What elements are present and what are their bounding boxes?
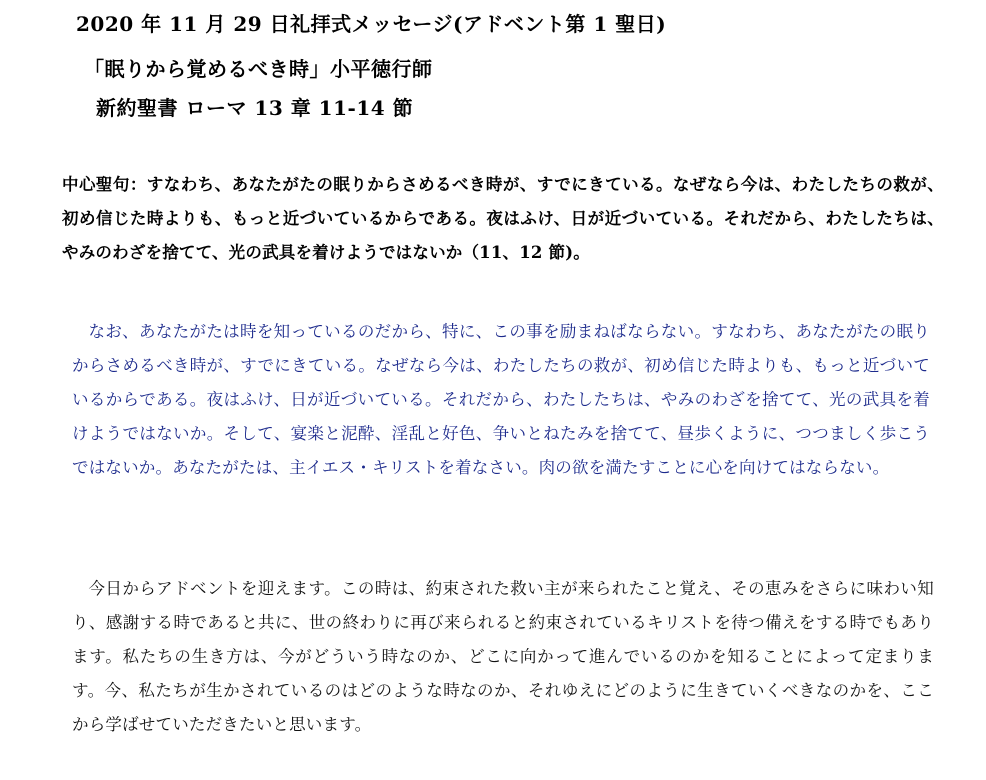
sermon-title: 「眠りから覚めるべき時」小平徳行師 (84, 57, 433, 81)
service-date-title: 2020 年 11 月 29 日礼拝式メッセージ(アドベント第 1 聖日) (76, 12, 667, 36)
key-verse-paragraph: 中心聖句：すなわち、あなたがたの眠りからさめるべき時が、すでにきている。なぜなら今は、わたしたちの救が、初め信じた時よりも、もっと近づいているからである。夜はふけ、日が近づいている。それだから、わたしたちは、やみのわざを捨てて、光の武具を着けようではないか（11、12 節)。 (62, 175, 944, 262)
scripture-reference: 新約聖書 ローマ 13 章 11-14 節 (96, 96, 414, 120)
scripture-passage: なお、あなたがたは時を知っているのだから、特に、この事を励まねばならない。すなわち、あなたがたの眠りからさめるべき時が、すでにきている。なぜなら今は、わたしたちの救が、初め信じた時よりも、もっと近づいているからである。夜はふけ、日が近づいている。それだから、わたしたちは、やみのわざを捨てて、光の武具を着けようではないか。そして、宴楽と泥酔、淫乱と好色、争いとねたみを捨てて、昼歩くように、つつましく歩こうではないか。あなたがたは、主イエス・キリストを着なさい。肉の欲を満たすことに心を向けてはならない。 (72, 322, 930, 477)
sermon-body-paragraph: 今日からアドベントを迎えます。この時は、約束された救い主が来られたこと覚え、その恵みをさらに味わい知り、感謝する時であると共に、世の終わりに再び来られると約束されているキリストを待つ備えをする時でもあります。私たちの生き方は、今がどういう時なのか、どこに向かって進んでいるのかを知ることによって定まります。今、私たちが生かされているのはどのような時なのか、それゆえにどのように生きていくべきなのかを、ここから学ばせていただきたいと思います。 (72, 579, 934, 734)
